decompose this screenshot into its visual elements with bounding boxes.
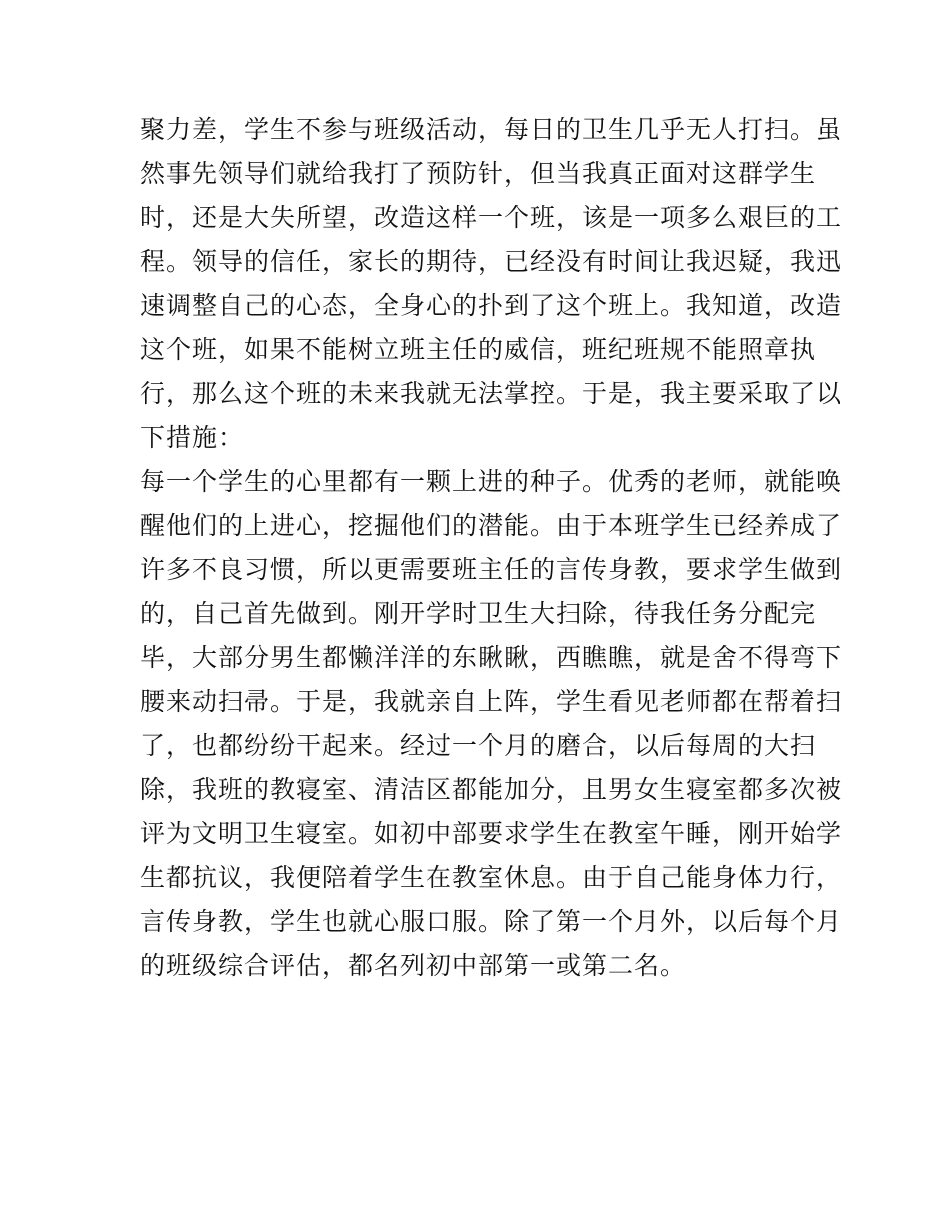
text-line: 然事先领导们就给我打了预防针，但当我真正面对这群学生 — [140, 159, 817, 188]
text-line: 这个班，如果不能树立班主任的威信，班纪班规不能照章执 — [140, 335, 817, 364]
text-line: 除，我班的教寝室、清洁区都能加分，且男女生寝室都多次被 — [140, 775, 843, 804]
text-line: 下措施： — [140, 423, 245, 452]
text-line: 生都抗议，我便陪着学生在教室休息。由于自己能身体力行， — [140, 863, 843, 892]
document-body — [140, 108, 843, 988]
text-line: 醒他们的上进心，挖掘他们的潜能。由于本班学生已经养成了 — [140, 511, 843, 540]
text-line: 程。领导的信任，家长的期待，已经没有时间让我迟疑，我迅 — [140, 247, 843, 276]
text-line: 时，还是大失所望，改造这样一个班，该是一项多么艰巨的工 — [140, 203, 843, 232]
text-line: 了，也都纷纷干起来。经过一个月的磨合，以后每周的大扫 — [140, 731, 817, 760]
text-line: 每一个学生的心里都有一颗上进的种子。优秀的老师，就能唤 — [140, 467, 843, 496]
text-line: 聚力差，学生不参与班级活动，每日的卫生几乎无人打扫。虽 — [140, 115, 843, 144]
text-line: 言传身教，学生也就心服口服。除了第一个月外，以后每个月 — [140, 907, 843, 936]
text-line: 毕，大部分男生都懒洋洋的东瞅瞅，西瞧瞧，就是舍不得弯下 — [140, 643, 843, 672]
paragraph-1 — [140, 108, 843, 460]
text-line: 许多不良习惯，所以更需要班主任的言传身教，要求学生做到 — [140, 555, 843, 584]
text-line: 的，自己首先做到。刚开学时卫生大扫除，待我任务分配完 — [140, 599, 817, 628]
text-line: 评为文明卫生寝室。如初中部要求学生在教室午睡，刚开始学 — [140, 819, 843, 848]
text-line: 腰来动扫帚。于是，我就亲自上阵，学生看见老师都在帮着扫 — [140, 687, 843, 716]
text-line: 行，那么这个班的未来我就无法掌控。于是，我主要采取了以 — [140, 379, 843, 408]
text-line: 速调整自己的心态，全身心的扑到了这个班上。我知道，改造 — [140, 291, 843, 320]
text-line: 的班级综合评估，都名列初中部第一或第二名。 — [140, 951, 687, 980]
paragraph-2 — [140, 460, 843, 988]
